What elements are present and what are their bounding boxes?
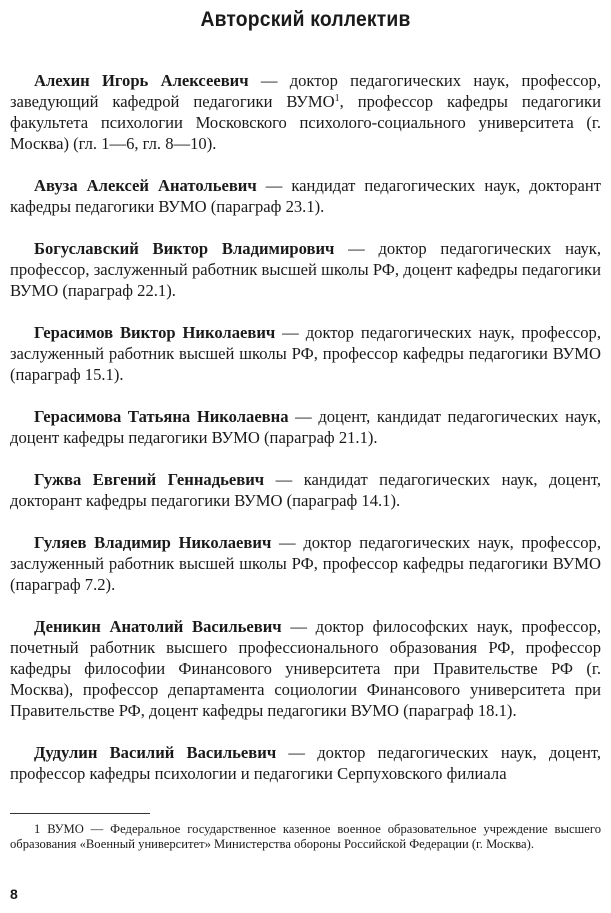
author-name: Дудулин Василий Васильевич <box>34 743 277 762</box>
author-name: Гужва Евгений Геннадьевич <box>34 470 265 489</box>
author-name: Герасимов Виктор Николаевич <box>34 323 276 342</box>
footnote-text: ВУМО — Федеральное государственное казенное военное образовательное учреждение высшего образования «Военный университет» Министерства обороны Российской Федерации (г. Москва). <box>10 822 601 851</box>
footnote-mark: 1 <box>34 822 41 836</box>
author-description: доктор педагогических наук, доцент, профессор кафедры психологии и педагогики Серпуховского филиала <box>10 743 601 783</box>
author-description: доктор педагогических наук, профессор, заведующий кафедрой педагогики ВУМО <box>10 71 601 111</box>
author-name: Гуляев Владимир Николаевич <box>34 533 272 552</box>
author-name: Алехин Игорь Алексеевич <box>34 71 249 90</box>
author-description: доктор философских наук, профессор, почетный работник высшего профессионального образования РФ, профессор кафедры философии Финансового университета при Правительстве РФ (г. Москва), профессор департамента социологии Финансового университета при Правительстве РФ, доцент кафедры педагогики ВУМО (параграф 18.1). <box>10 617 602 720</box>
author-description-continued: , профессор кафедры педагогики факультета психологии Московского психолого-социального университета (г. Москва) (гл. 1—6, гл. 8—10). <box>10 92 601 153</box>
author-description: кандидат педагогических наук, докторант кафедры педагогики ВУМО (параграф 23.1). <box>10 176 601 216</box>
footnote-divider <box>10 813 150 814</box>
author-entry: Алехин Игорь Алексеевич — доктор педагогических наук, профессор, заведующий кафедрой педагогики ВУМО$^1$, профессор кафедры педагогики факультета психологии Московского психолого-социального университета (г. Москва) (гл. 1—6, гл. 8—10). <box>10 71 601 153</box>
page-number: 8 <box>10 886 18 902</box>
author-entry: Деникин Анатолий Васильевич — доктор философских наук, профессор, почетный работник высшего профессионального образования РФ, профессор кафедры философии Финансового университета при Правительстве РФ (г. Москва), профессор департамента социологии Финансового университета при Правительстве РФ, доцент кафедры педагогики ВУМО (параграф 18.1). <box>10 617 602 720</box>
author-name: Герасимова Татьяна Николаевна <box>34 407 289 426</box>
author-list <box>10 70 601 805</box>
author-description: доктор педагогических наук, профессор, заслуженный работник высшей школы РФ, профессор кафедры педагогики ВУМО (параграф 15.1). <box>10 323 601 384</box>
author-entry: Гужва Евгений Геннадьевич — кандидат педагогических наук, доцент, докторант кафедры педагогики ВУМО (параграф 14.1). <box>10 470 601 510</box>
footnote <box>10 822 601 852</box>
footnote-reference[interactable]: 1 <box>334 93 340 104</box>
author-description: кандидат педагогических наук, доцент, докторант кафедры педагогики ВУМО (параграф 14.1). <box>10 470 601 510</box>
author-name: Богуславский Виктор Владимирович <box>34 239 335 258</box>
author-description: доктор педагогических наук, профессор, заслуженный работник высшей школы РФ, профессор кафедры педагогики ВУМО (параграф 7.2). <box>10 533 601 594</box>
author-description: доктор педагогических наук, профессор, заслуженный работник высшей школы РФ, доцент кафедры педагогики ВУМО (параграф 22.1). <box>10 239 602 300</box>
author-entry: Дудулин Василий Васильевич — доктор педагогических наук, доцент, профессор кафедры психологии и педагогики Серпуховского филиала <box>10 743 601 783</box>
author-name: Авуза Алексей Анатольевич <box>34 176 257 195</box>
author-entry: Герасимова Татьяна Николаевна — доцент, кандидат педагогических наук, доцент кафедры педагогики ВУМО (параграф 21.1). <box>10 407 601 447</box>
author-entry: Гуляев Владимир Николаевич — доктор педагогических наук, профессор, заслуженный работник высшей школы РФ, профессор кафедры педагогики ВУМО (параграф 7.2). <box>10 533 601 594</box>
author-entry: Герасимов Виктор Николаевич — доктор педагогических наук, профессор, заслуженный работник высшей школы РФ, профессор кафедры педагогики ВУМО (параграф 15.1). <box>10 323 601 384</box>
author-description: доцент, кандидат педагогических наук, доцент кафедры педагогики ВУМО (параграф 21.1). <box>10 407 601 447</box>
page-title: Авторский коллектив <box>200 8 411 31</box>
author-entry: Богуславский Виктор Владимирович — доктор педагогических наук, профессор, заслуженный работник высшей школы РФ, доцент кафедры педагогики ВУМО (параграф 22.1). <box>10 239 602 300</box>
author-name: Деникин Анатолий Васильевич <box>34 617 282 636</box>
author-entry: Авуза Алексей Анатольевич — кандидат педагогических наук, докторант кафедры педагогики ВУМО (параграф 23.1). <box>10 176 601 216</box>
